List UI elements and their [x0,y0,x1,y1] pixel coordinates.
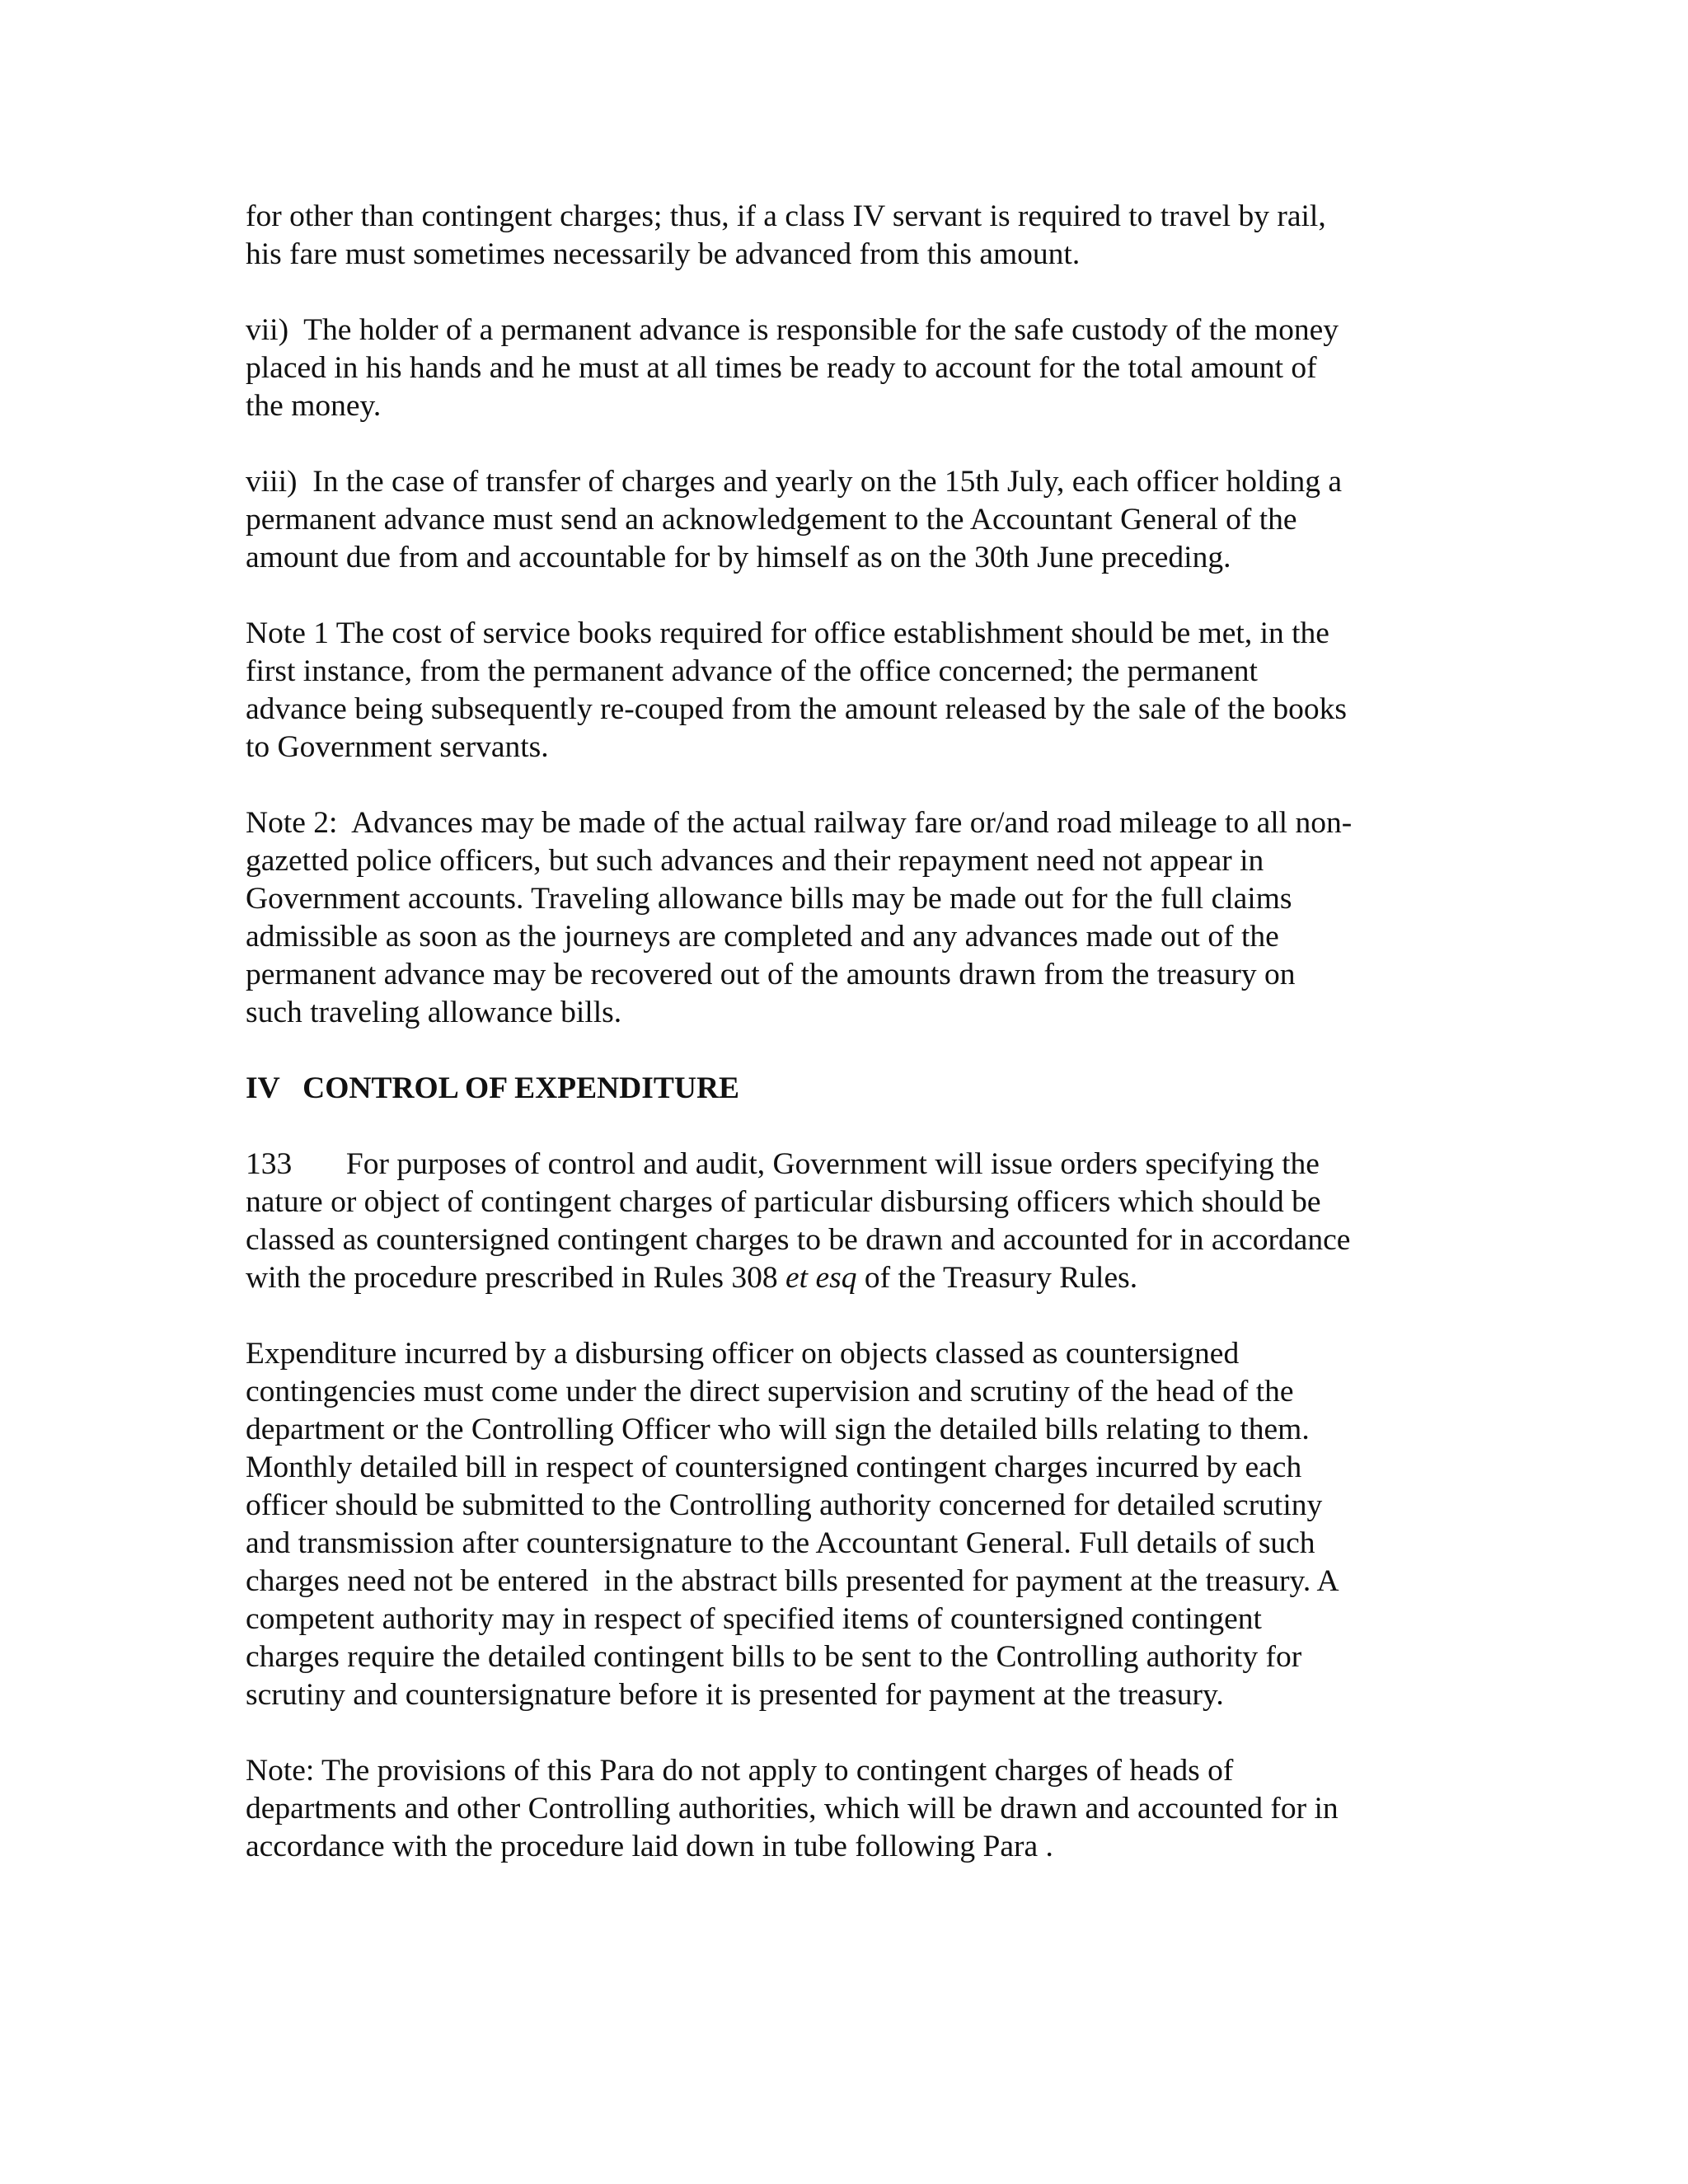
paragraph-133 [246,1146,1449,1297]
text-line: Note: The provisions of this Para do not apply to contingent charges of heads of [246,1754,1234,1788]
text-line: classed as countersigned contingent charges to be drawn and accounted for in accordance [246,1223,1351,1257]
paragraph-clause-viii [246,463,1449,577]
text-line: for other than contingent charges; thus, if a class IV servant is required to travel by rail, [246,199,1326,233]
section-heading-text: IV CONTROL OF EXPENDITURE [246,1071,740,1105]
text-line: Note 1 The cost of service books required for office establishment should be met, in the [246,616,1329,650]
text-line: charges require the detailed contingent bills to be sent to the Controlling authority for [246,1640,1302,1674]
text-line: departments and other Controlling authorities, which will be drawn and accounted for in [246,1792,1339,1825]
text-line: amount due from and accountable for by himself as on the 30th June preceding. [246,541,1231,574]
text-line: department or the Controlling Officer who will sign the detailed bills relating to them. [246,1413,1310,1446]
text-line: officer should be submitted to the Controlling authority concerned for detailed scrutiny [246,1488,1323,1522]
text-line: the money. [246,389,382,423]
paragraph-note-1 [246,615,1449,766]
text-line: admissible as soon as the journeys are completed and any advances made out of the [246,920,1279,954]
paragraph-spacer [246,766,1449,804]
paragraph-spacer [246,274,1449,312]
text-line: Monthly detailed bill in respect of countersigned contingent charges incurred by each [246,1451,1302,1484]
paragraph-expenditure [246,1335,1449,1714]
paragraph-clause-vii [246,312,1449,425]
text-line: viii) In the case of transfer of charges and yearly on the 15th July, each officer holding a [246,465,1343,499]
paragraph-spacer [246,1032,1449,1070]
text-line: and transmission after countersignature to the Accountant General. Full details of such [246,1526,1315,1560]
text-line: nature or object of contingent charges of particular disbursing officers which should be [246,1185,1321,1219]
paragraph-spacer [246,577,1449,615]
text-line: accordance with the procedure laid down in tube following Para . [246,1830,1053,1863]
paragraph-spacer [246,425,1449,463]
paragraph-spacer [246,1714,1449,1752]
text-line: to Government servants. [246,730,549,764]
paragraph-spacer [246,1108,1449,1146]
page-content [246,198,1449,1866]
text-segment: with the procedure prescribed in Rules 308 [246,1261,786,1295]
text-line: Note 2: Advances may be made of the actual railway fare or/and road mileage to all non- [246,806,1353,840]
paragraph-note-2 [246,804,1449,1032]
text-segment: of the Treasury Rules. [856,1261,1138,1295]
text-line: charges need not be entered in the abstract bills presented for payment at the treasury. A [246,1564,1339,1598]
text-line: scrutiny and countersignature before it is presented for payment at the treasury. [246,1678,1224,1712]
text-line: vii) The holder of a permanent advance is responsible for the safe custody of the money [246,313,1339,347]
text-line: 133 For purposes of control and audit, Government will issue orders specifying the [246,1147,1320,1181]
text-line: Government accounts. Traveling allowance bills may be made out for the full claims [246,882,1292,916]
text-line: Expenditure incurred by a disbursing officer on objects classed as countersigned [246,1337,1240,1371]
paragraph-continuation [246,198,1449,274]
text-line: permanent advance must send an acknowledgement to the Accountant General of the [246,503,1297,537]
text-line: gazetted police officers, but such advances and their repayment need not appear in [246,844,1264,878]
text-line: advance being subsequently re-couped from the amount released by the sale of the books [246,692,1348,726]
text-line: his fare must sometimes necessarily be advanced from this amount. [246,237,1081,271]
text-line-with-italic [246,1259,1449,1297]
text-line: such traveling allowance bills. [246,996,622,1029]
section-heading [246,1070,1449,1108]
text-line: first instance, from the permanent advance of the office concerned; the permanent [246,654,1258,688]
paragraph-spacer [246,1297,1449,1335]
italic-term: et esq [785,1261,857,1295]
text-line: competent authority may in respect of specified items of countersigned contingent [246,1602,1262,1636]
text-line: permanent advance may be recovered out of the amounts drawn from the treasury on [246,958,1296,991]
text-line: contingencies must come under the direct supervision and scrutiny of the head of the [246,1375,1294,1408]
text-line: placed in his hands and he must at all times be ready to account for the total amount of [246,351,1317,385]
paragraph-final-note [246,1752,1449,1866]
